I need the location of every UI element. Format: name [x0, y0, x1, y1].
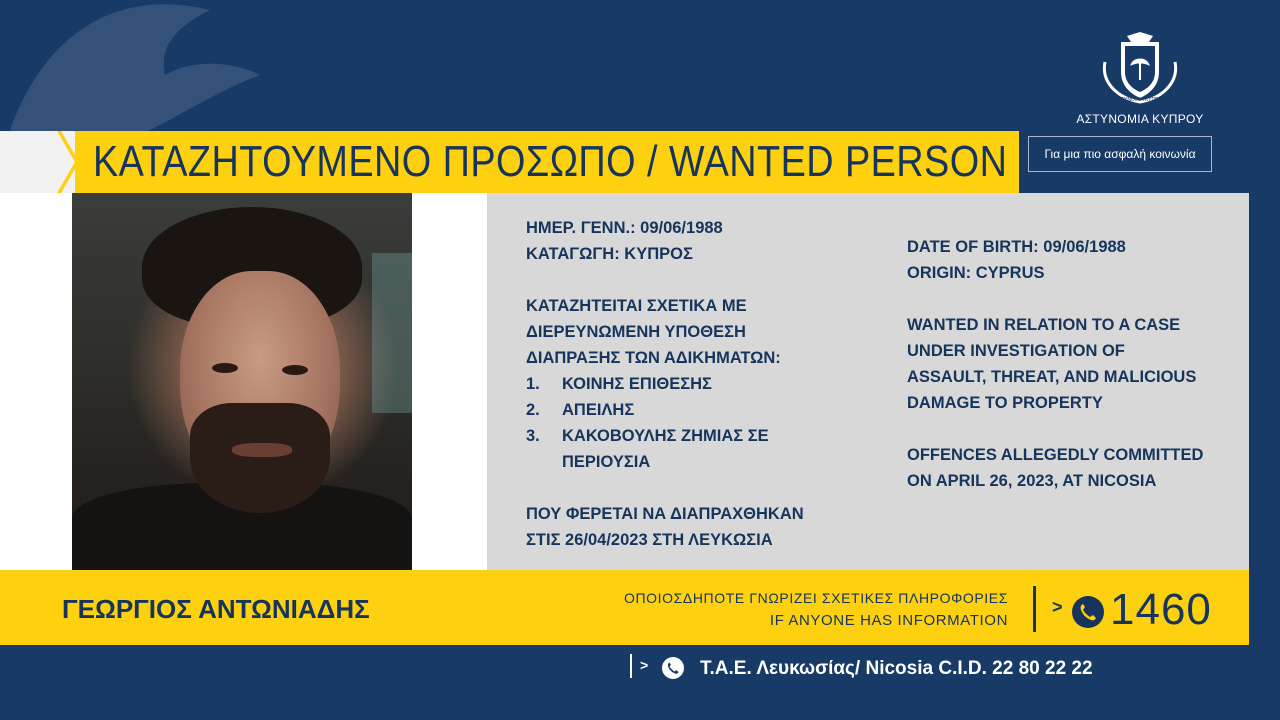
suspect-photo [72, 193, 412, 570]
english-wanted-line: DAMAGE TO PROPERTY [907, 394, 1103, 412]
greek-date-line: ΠΟΥ ΦΕΡΕΤΑΙ ΝΑ ΔΙΑΠΡΑΧΘΗΚΑΝ [526, 505, 804, 523]
logo-lettering: ΑΣΤΥΝΟΜΙΑ ΚΥΠΡΟΥ [1114, 97, 1166, 103]
phone-icon [1072, 596, 1104, 628]
english-details [907, 234, 1237, 494]
page-title: ΚΑΤΑΖΗΤΟΥΜΕΝΟ ΠΡΟΣΩΠΟ / WANTED PERSON [93, 137, 1008, 186]
phone-icon [662, 657, 684, 679]
offence-item-continued: ΠΕΡΙΟΥΣΙΑ [562, 453, 651, 471]
greek-date-line: ΣΤΙΣ 26/04/2023 ΣΤΗ ΛΕΥΚΩΣΙΑ [526, 531, 773, 549]
greek-wanted-line: ΔΙΑΠΡΑΞΗΣ ΤΩΝ ΑΔΙΚΗΜΑΤΩΝ: [526, 349, 781, 367]
hotline-number[interactable]: 1460 [1110, 585, 1212, 634]
greek-wanted-line: ΔΙΕΡΕΥΝΩΜΕΝΗ ΥΠΟΘΕΣΗ [526, 323, 746, 341]
english-dob: DATE OF BIRTH: 09/06/1988 [907, 238, 1126, 256]
english-date-line: ON APRIL 26, 2023, AT NICOSIA [907, 472, 1157, 490]
divider [630, 654, 632, 678]
slogan: Για μια πιο ασφαλή κοινωνία [1028, 136, 1212, 172]
info-request-greek: ΟΠΟΙΟΣΔΗΠΟΤΕ ΓΝΩΡΙΖΕΙ ΣΧΕΤΙΚΕΣ ΠΛΗΡΟΦΟΡΙΕΣ [623, 590, 1008, 606]
logo-caption: ΑΣΤΥΝΟΜΙΑ ΚΥΠΡΟΥ [1076, 112, 1204, 126]
banner-arrow-icon [57, 131, 79, 193]
chevron-right-icon: > [640, 657, 649, 673]
chevron-right-icon: > [1052, 597, 1063, 617]
greek-details [526, 215, 866, 553]
greek-dob: ΗΜΕΡ. ΓΕΝΝ.: 09/06/1988 [526, 219, 723, 237]
english-date-line: OFFENCES ALLEGEDLY COMMITTED [907, 446, 1204, 464]
english-wanted-line: WANTED IN RELATION TO A CASE [907, 316, 1181, 334]
greek-origin: ΚΑΤΑΓΩΓΗ: ΚΥΠΡΟΣ [526, 245, 693, 263]
offence-item: 2. ΑΠΕΙΛΗΣ [526, 401, 635, 419]
title-banner [75, 131, 1019, 193]
cid-contact[interactable]: Τ.Α.Ε. Λευκωσίας/ Nicosia C.I.D. 22 80 22 22 [700, 658, 1093, 679]
offence-item: 1. ΚΟΙΝΗΣ ΕΠΙΘΕΣΗΣ [526, 375, 712, 393]
info-request-english: IF ANYONE HAS INFORMATION [769, 612, 1008, 629]
english-wanted-line: UNDER INVESTIGATION OF [907, 342, 1125, 360]
english-wanted-line: ASSAULT, THREAT, AND MALICIOUS [907, 368, 1197, 386]
suspect-name: ΓΕΩΡΓΙΟΣ ΑΝΤΩΝΙΑΔΗΣ [62, 594, 370, 624]
divider [1033, 586, 1036, 632]
english-origin: ORIGIN: CYPRUS [907, 264, 1045, 282]
offence-item: 3. ΚΑΚΟΒΟΥΛΗΣ ΖΗΜΙΑΣ ΣΕ [526, 427, 769, 445]
police-logo [1060, 32, 1220, 132]
police-emblem-icon [1097, 32, 1183, 106]
greek-wanted-line: ΚΑΤΑΖΗΤΕΙΤΑΙ ΣΧΕΤΙΚΑ ΜΕ [526, 297, 747, 315]
